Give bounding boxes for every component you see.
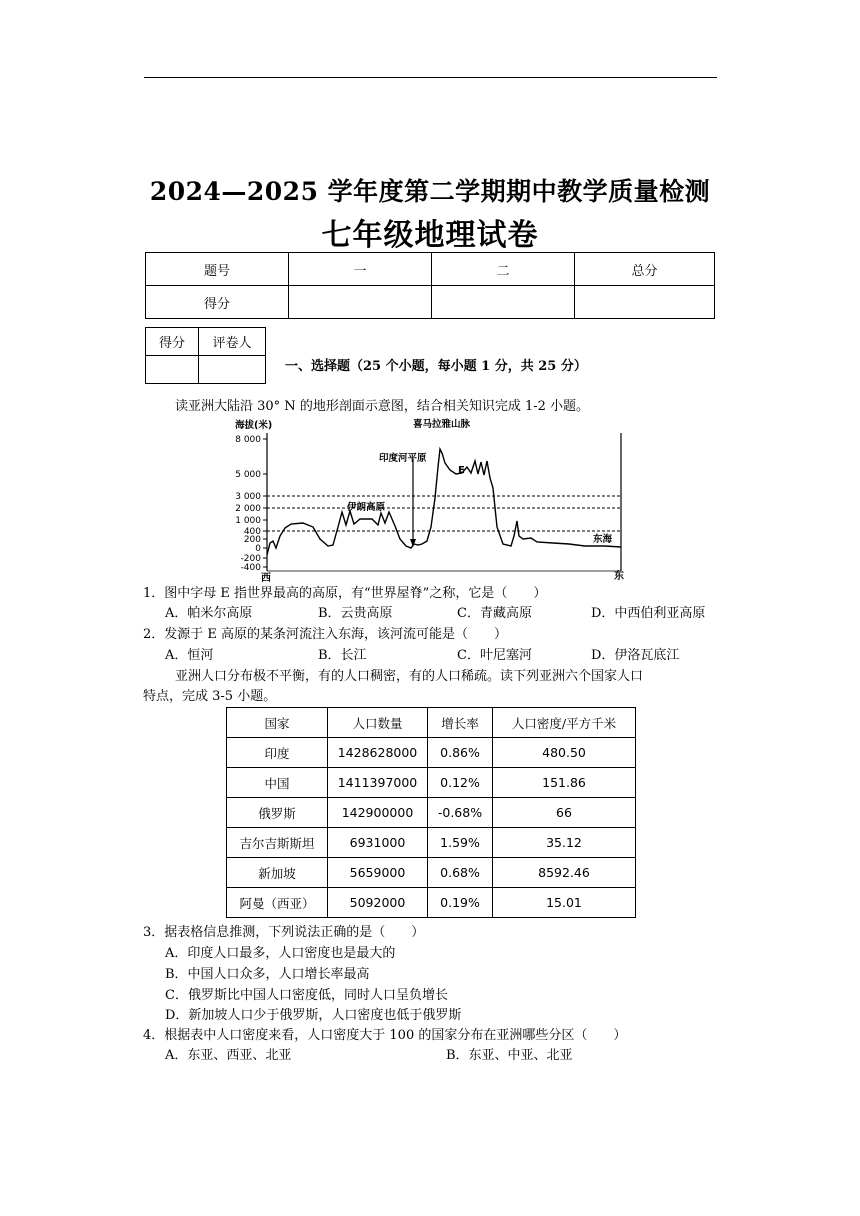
table-row — [227, 798, 636, 828]
population-cell: 142900000 — [328, 798, 428, 828]
reference-lines — [267, 496, 621, 531]
population-cell: 1411397000 — [328, 768, 428, 798]
population-header-cell: 人口数量 — [328, 708, 428, 738]
population-cell: 1428628000 — [328, 738, 428, 768]
population-header-row — [227, 708, 636, 738]
population-cell: 5092000 — [328, 888, 428, 918]
intro-population-line1: 亚洲人口分布极不平衡，有的人口稠密，有的人口稀疏。读下列亚洲六个国家人口 — [175, 669, 644, 684]
q2-option-b[interactable]: B．长江 — [318, 648, 367, 663]
label-E: E — [458, 465, 465, 476]
country-cell: 吉尔吉斯斯坦 — [227, 828, 328, 858]
grader-name-blank[interactable] — [199, 356, 266, 384]
label-himalaya: 喜马拉雅山脉 — [413, 419, 471, 430]
table-row — [227, 828, 636, 858]
score-header-cell: 二 — [432, 253, 575, 286]
score-blank-cell[interactable] — [289, 286, 432, 319]
table-row — [227, 858, 636, 888]
q1-option-a[interactable]: A．帕米尔高原 — [165, 606, 253, 621]
q3-option-c[interactable]: C．俄罗斯比中国人口密度低，同时人口呈负增长 — [165, 988, 448, 1003]
y-tick-label: -200 — [240, 554, 261, 564]
population-cell: 6931000 — [328, 828, 428, 858]
grader-score-blank[interactable] — [146, 356, 199, 384]
indus-arrow-head — [410, 539, 416, 547]
population-table — [226, 707, 636, 918]
q3-stem: 3．据表格信息推测，下列说法正确的是（ ） — [143, 925, 425, 940]
q1-stem: 1．图中字母 E 指世界最高的高原，有“世界屋脊”之称，它是（ ） — [143, 586, 547, 601]
q1-option-c[interactable]: C．青藏高原 — [457, 606, 532, 621]
exam-subtitle: 七年级地理试卷 — [321, 218, 539, 253]
table-row — [227, 768, 636, 798]
population-cell: 5659000 — [328, 858, 428, 888]
y-tick-label: 0 — [255, 544, 261, 554]
score-header-row — [146, 253, 715, 286]
intro-profile: 读亚洲大陆沿 30° N 的地形剖面示意图，结合相关知识完成 1-2 小题。 — [175, 399, 590, 414]
y-tick-label: 2 000 — [235, 504, 261, 514]
y-tick-label: -400 — [240, 563, 261, 573]
y-tick-label: 400 — [243, 527, 261, 537]
country-cell: 印度 — [227, 738, 328, 768]
score-blank-cell[interactable] — [575, 286, 715, 319]
q3-option-a[interactable]: A．印度人口最多，人口密度也是最大的 — [165, 946, 396, 961]
growth-cell: 0.68% — [428, 858, 493, 888]
q2-option-c[interactable]: C．叶尼塞河 — [457, 648, 532, 663]
q3-option-b[interactable]: B．中国人口众多，人口增长率最高 — [165, 967, 370, 982]
y-tick-label: 200 — [243, 535, 261, 545]
score-row-label: 得分 — [146, 286, 289, 319]
country-cell: 俄罗斯 — [227, 798, 328, 828]
growth-cell: -0.68% — [428, 798, 493, 828]
y-axis-title: 海拔(米) — [235, 420, 273, 431]
density-cell: 151.86 — [493, 768, 636, 798]
population-header-cell: 人口密度/平方千米 — [493, 708, 636, 738]
population-header-cell: 增长率 — [428, 708, 493, 738]
q2-option-d[interactable]: D．伊洛瓦底江 — [591, 648, 680, 663]
country-cell: 中国 — [227, 768, 328, 798]
country-cell: 新加坡 — [227, 858, 328, 888]
score-value-row — [146, 286, 715, 319]
section-title: 一、选择题（25 个小题，每小题 1 分，共 25 分） — [285, 359, 587, 374]
grader-score-label: 得分 — [146, 328, 199, 356]
population-header-cell: 国家 — [227, 708, 328, 738]
table-row — [227, 888, 636, 918]
table-row — [227, 738, 636, 768]
q4-option-b[interactable]: B．东亚、中亚、北亚 — [446, 1048, 573, 1063]
y-tick-label: 3 000 — [235, 492, 261, 502]
score-header-cell: 总分 — [575, 253, 715, 286]
y-tick-label: 1 000 — [235, 516, 261, 526]
label-west: 西 — [261, 573, 271, 583]
grader-name-label: 评卷人 — [199, 328, 266, 356]
grader-box — [145, 327, 266, 384]
intro-population-line2: 特点，完成 3-5 小题。 — [143, 689, 277, 704]
y-tick-label: 5 000 — [235, 470, 261, 480]
terrain-profile-figure — [225, 415, 635, 583]
q3-option-d[interactable]: D．新加坡人口少于俄罗斯，人口密度也低于俄罗斯 — [165, 1008, 462, 1023]
q2-option-a[interactable]: A．恒河 — [165, 648, 214, 663]
q1-option-d[interactable]: D．中西伯利亚高原 — [591, 606, 706, 621]
density-cell: 8592.46 — [493, 858, 636, 888]
country-cell: 阿曼（西亚） — [227, 888, 328, 918]
q4-stem: 4．根据表中人口密度来看，人口密度大于 100 的国家分布在亚洲哪些分区（ ） — [143, 1028, 627, 1043]
score-blank-cell[interactable] — [432, 286, 575, 319]
growth-cell: 0.19% — [428, 888, 493, 918]
density-cell: 66 — [493, 798, 636, 828]
density-cell: 35.12 — [493, 828, 636, 858]
label-iran-plateau: 伊朗高原 — [347, 502, 386, 513]
q4-option-a[interactable]: A．东亚、西亚、北亚 — [165, 1048, 292, 1063]
exam-title: 2024—2025 学年度第二学期期中教学质量检测 — [149, 177, 711, 206]
growth-cell: 0.86% — [428, 738, 493, 768]
score-header-cell: 一 — [289, 253, 432, 286]
q1-option-b[interactable]: B．云贵高原 — [318, 606, 393, 621]
label-east-sea: 东海 — [593, 534, 613, 545]
density-cell: 15.01 — [493, 888, 636, 918]
q2-stem: 2．发源于 E 高原的某条河流注入东海，该河流可能是（ ） — [143, 627, 508, 642]
y-tick-label: 8 000 — [235, 435, 261, 445]
density-cell: 480.50 — [493, 738, 636, 768]
label-east: 东 — [614, 571, 624, 582]
growth-cell: 0.12% — [428, 768, 493, 798]
terrain-profile-line — [267, 449, 621, 555]
label-indus-plain: 印度河平原 — [379, 453, 427, 464]
growth-cell: 1.59% — [428, 828, 493, 858]
top-rule — [144, 77, 717, 78]
y-ticks — [263, 439, 267, 567]
score-table — [145, 252, 715, 319]
score-header-cell: 题号 — [146, 253, 289, 286]
